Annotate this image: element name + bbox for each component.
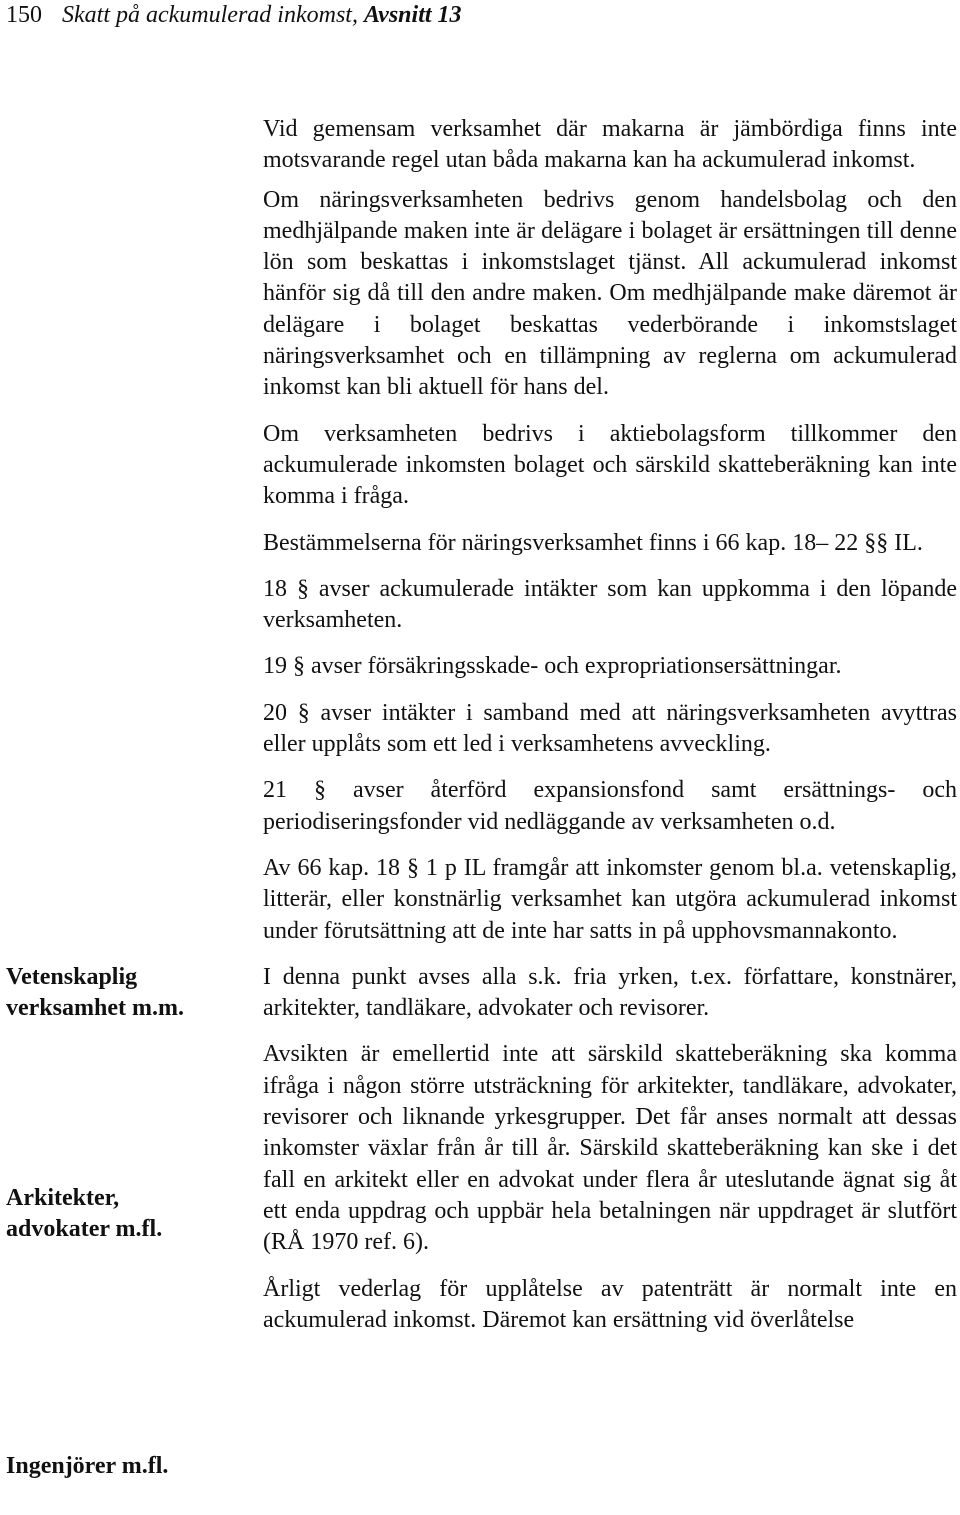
paragraph: Vid gemensam verksamhet där makarna är jämbördiga finns inte motsvarande regel utan båda makarna kan ha ackumulerad inkomst.: [263, 116, 957, 174]
paragraph: Bestämmelserna för näringsverksamhet finns i 66 kap. 18– 22 §§ IL.: [263, 529, 923, 556]
running-header: [6, 0, 462, 30]
running-title: Skatt på ackumulerad inkomst,: [62, 2, 358, 28]
paragraph: 19 § avser försäkringsskade- och expropriationsersättningar.: [263, 653, 842, 680]
paragraph: Om verksamheten bedrivs i aktiebolagsform tillkommer den ackumulerade inkomsten bolaget och särskild skatteberäkning kan inte komma i fråga.: [263, 420, 957, 510]
body-text: [263, 114, 957, 1351]
paragraph: 21 § avser återförd expansionsfond samt ersättnings- och periodiseringsfonder vid nedläggande av verksamheten o.d.: [263, 777, 957, 835]
margin-note-ingenjorer: Ingenjörer m.fl.: [6, 1453, 169, 1479]
margin-note-arkitekter: Arkitekter, advokater m.fl.: [6, 1185, 163, 1242]
paragraph: Avsikten är emellertid inte att särskild skatteberäkning ska komma ifråga i någon större utsträckning för arkitekter, tandläkare, advokater, revisorer och liknande yrkesgrupper. Det får anses normalt att dessas inkomster växlar från år till år. Särskild skatteberäkning kan ske i det fall en arkitekt eller en advokat under flera år uteslutande ägnat sig åt ett enda uppdrag och uppbär hela betalningen när uppdraget är slutfört (RÅ 1970 ref. 6).: [263, 1041, 957, 1256]
page-number: 150: [6, 2, 42, 28]
paragraph: I denna punkt avses alla s.k. fria yrken, t.ex. författare, konstnärer, arkitekter, tandläkare, advokater och revisorer.: [263, 963, 957, 1022]
margin-note-vetenskaplig: Vetenskaplig verksamhet m.m.: [6, 964, 184, 1021]
paragraph: 20 § avser intäkter i samband med att näringsverksamheten avyttras eller upplåts som ett led i verksamhetens avveckling.: [263, 699, 957, 758]
paragraph: Av 66 kap. 18 § 1 p IL framgår att inkomster genom bl.a. vetenskaplig, litterär, eller konstnärlig verksamhet kan utgöra ackumulerad inkomst under förutsättning att de inte har satts in på upphovsmannakonto.: [263, 854, 957, 944]
paragraph: Om näringsverksamheten bedrivs genom handelsbolag och den medhjälpande maken inte är delägare i bolaget är ersättningen till denne lön som beskattas i inkomstslaget tjänst. All ackumulerad inkomst hänför sig då till den andre maken. Om medhjälpande make däremot är delägare i bolaget beskattas vederbörande i inkomstslaget näringsverksamhet och en tillämpning av reglerna om ackumulerad inkomst kan bli aktuell för hans del.: [263, 186, 957, 401]
paragraph: Årligt vederlag för upplåtelse av patenträtt är normalt inte en ackumulerad inkomst. Däremot kan ersättning vid överlåtelse: [263, 1275, 957, 1333]
paragraph: 18 § avser ackumulerade intäkter som kan uppkomma i den löpande verksamheten.: [263, 575, 957, 634]
section-label: Avsnitt 13: [363, 2, 462, 28]
